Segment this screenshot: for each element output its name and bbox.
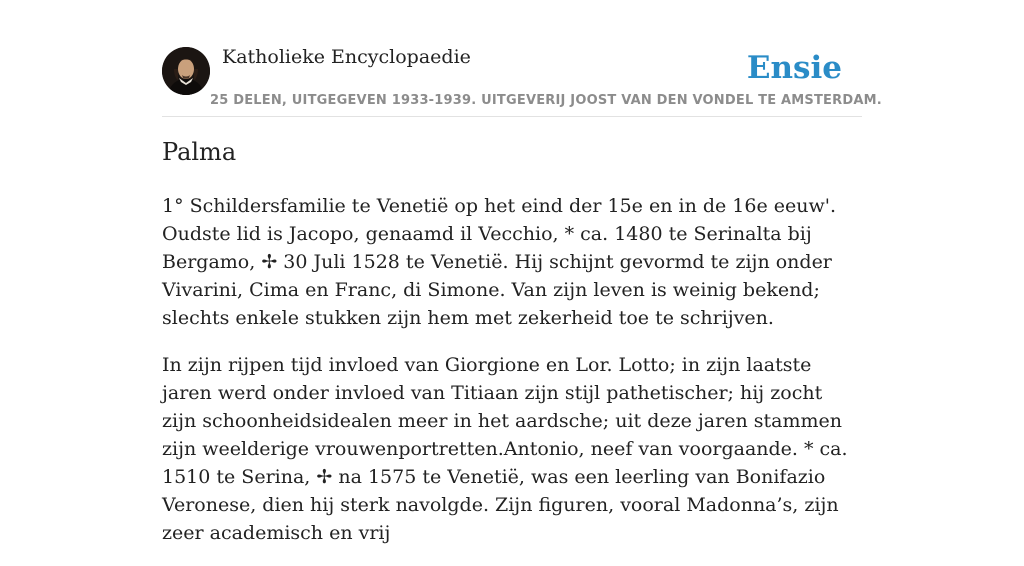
site-header <box>162 44 882 117</box>
article-paragraph: 1° Schildersfamilie te Venetië op het eind der 15e en in de 16e eeuw'. Oudste lid is Jacopo, genaamd il Vecchio, * ca. 1480 te Serinalta bij Bergamo, ✢ 30 Juli 1528 te Venetië. Hij schijnt gevormd te zijn onder Vivarini, Cima en Franc, di Simone. Van zijn leven is weinig bekend; slechts enkele stukken zijn hem met zekerheid toe te schrijven. <box>162 195 836 329</box>
article-body <box>162 192 862 566</box>
portrait-image <box>162 47 210 95</box>
site-subtitle: 25 DELEN, UITGEGEVEN 1933-1939. UITGEVERIJ JOOST VAN DEN VONDEL TE AMSTERDAM. <box>210 93 882 108</box>
article-paragraph: In zijn rijpen tijd invloed van Giorgione en Lor. Lotto; in zijn laatste jaren werd onder invloed van Titiaan zijn stijl pathetischer; hij zocht zijn schoonheidsidealen meer in het aardsche; uit deze jaren stammen zijn weelderige vrouwenportretten.Antonio, neef van voorgaande. * ca. 1510 te Serina, ✢ na 1575 te Venetië, was een leerling van Bonifazio Veronese, dien hij sterk navolgde. Zijn figuren, vooral Madonna’s, zijn zeer academisch en vrij <box>162 354 848 544</box>
avatar[interactable] <box>162 47 210 95</box>
brand-logo[interactable]: Ensie <box>746 50 842 86</box>
site-name[interactable]: Katholieke Encyclopaedie <box>222 46 471 68</box>
article-title: Palma <box>162 138 237 166</box>
